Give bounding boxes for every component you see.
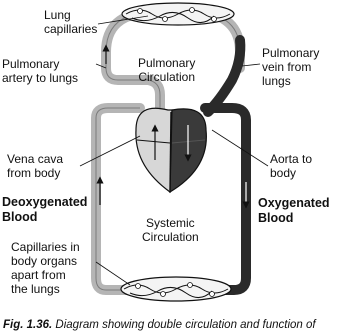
heart-right-side: [136, 108, 172, 192]
label-pulmonary-vein: Pulmonary vein from lungs: [262, 46, 320, 88]
label-body-capillaries: Capillaries in body organs apart from the lungs: [11, 240, 80, 296]
label-pulmonary-artery: Pulmonary artery to lungs: [2, 57, 79, 85]
pulmonary-vein-vessel: [208, 40, 240, 112]
figure-caption: [3, 318, 343, 332]
leader-vena-cava: [80, 136, 140, 166]
label-systemic-circulation: Systemic Circulation: [142, 216, 199, 244]
label-deoxygenated-blood: Deoxygenated Blood: [2, 195, 88, 224]
label-oxygenated-blood: Oxygenated Blood: [258, 196, 330, 225]
figure-number: Fig. 1.36.: [3, 319, 53, 331]
heart: [136, 108, 206, 192]
label-vena-cava: Vena cava from body: [7, 152, 64, 180]
caption-text: Diagram showing double circulation and function of: [55, 319, 316, 331]
label-aorta: Aorta to body: [270, 152, 313, 180]
label-pulmonary-circulation: Pulmonary Circulation: [138, 56, 196, 84]
leader-aorta: [212, 130, 268, 166]
label-lung-capillaries: Lung capillaries: [44, 8, 98, 36]
body-capillary-bed: [121, 277, 231, 301]
lung-capillary-bed: [122, 3, 234, 25]
